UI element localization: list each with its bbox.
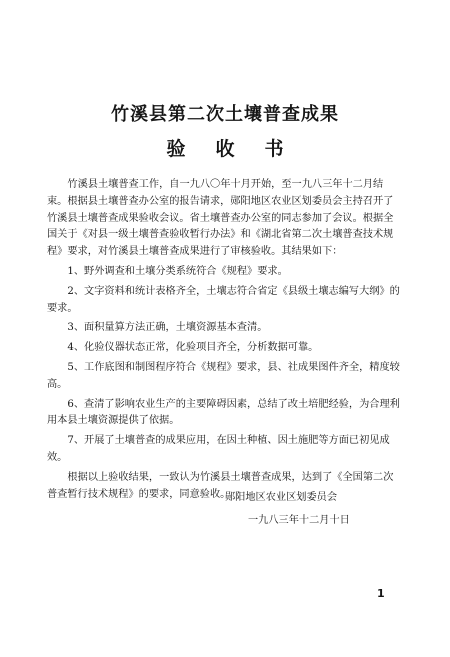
document-title: 竹溪县第二次土壤普查成果 — [111, 104, 339, 125]
document-subtitle: 验收书 — [166, 138, 314, 160]
document-body — [47, 177, 403, 503]
list-item-7: 7、开展了土壤普查的成果应用，在因土种植、因土施肥等方面已初见成效。 — [47, 435, 390, 463]
signature-date: 一九八三年十二月十日 — [248, 515, 350, 526]
signature-organization: 郧阳地区农业区划委员会 — [225, 492, 338, 503]
intro-paragraph: 竹溪县土壤普查工作，自一九八〇年十月开始，至一九八三年十二月结束。根据县土壤普查办公室的报告请求，郧阳地区农业区划委员会主持召开了竹溪县土壤普查成果验收会议。省土壤普查办公室的同志参加了会议。根据全国关于《对县一级土壤普查验收暂行办法》和《湖北省第二次土壤普查技术规程》要求，对竹溪县土壤普查成果进行了审核验收。其结果如下： — [47, 179, 394, 258]
list-item-2: 2、文字资料和统计表格齐全，土壤志符合省定《县级土壤志编写大纲》的要求。 — [47, 285, 400, 314]
list-item-5: 5、工作底图和制图程序符合《规程》要求，县、社成果图件齐全，精度较高。 — [47, 361, 400, 390]
list-item-3: 3、面积量算方法正确，土壤资源基本查清。 — [67, 322, 268, 334]
list-item-4: 4、化验仪器状态正常，化验项目齐全，分析数据可靠。 — [67, 342, 319, 354]
list-item-6: 6、查清了影响农业生产的主要障碍因素，总结了改土培肥经验，为合理利用本县土壤资源提供了依据。 — [47, 398, 400, 427]
conclusion-paragraph: 根据以上验收结果，一致认为竹溪县土壤普查成果，达到了《全国第二次普查暂行技术规程》的要求，同意验收。 — [47, 471, 394, 500]
page-number: 1 — [377, 587, 385, 600]
list-item-1: 1、野外调查和土壤分类系统符合《规程》要求。 — [67, 265, 288, 277]
